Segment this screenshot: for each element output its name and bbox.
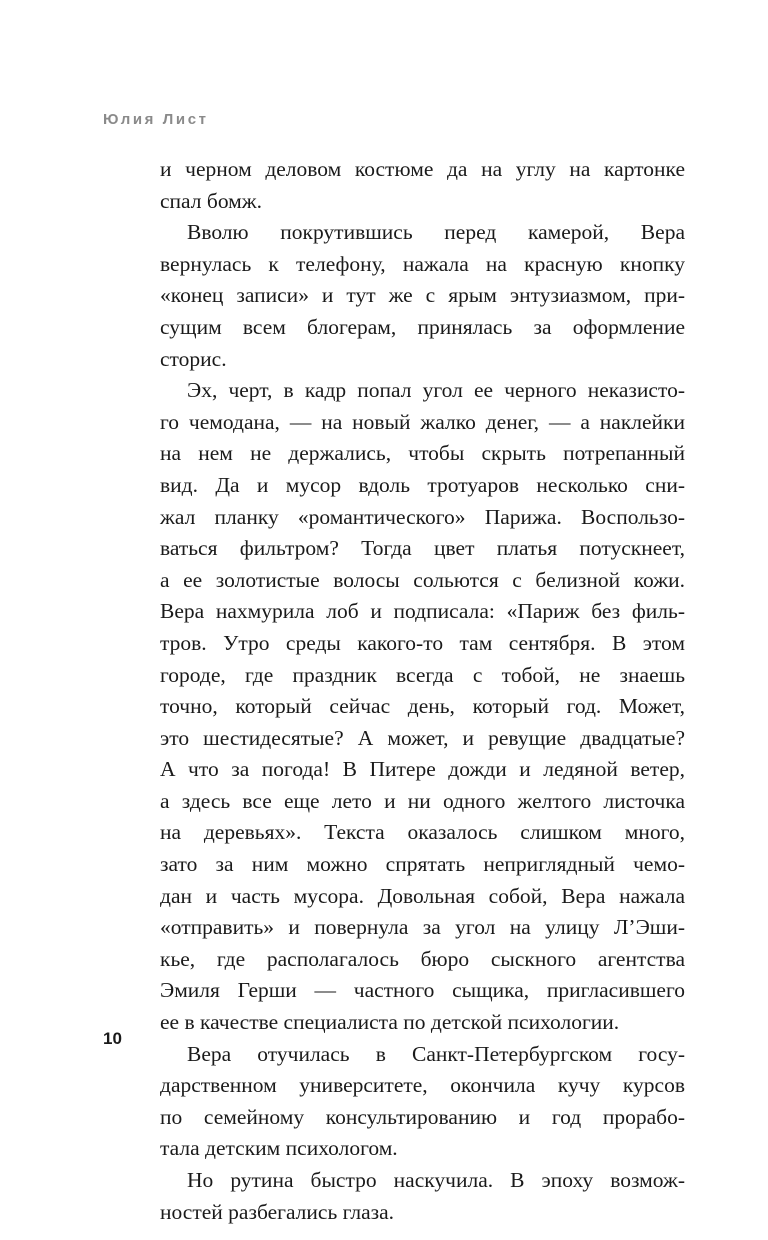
text-line: Эх, черт, в кадр попал угол ее черного неказисто- — [187, 378, 685, 403]
text-line: спал бомж. — [160, 188, 262, 213]
running-head: Юлия Лист — [103, 111, 209, 128]
text-line: вид. Да и мусор вдоль тротуаров несколько сни- — [160, 472, 685, 497]
text-line: го чемодана, — на новый жалко денег, — а наклейки — [160, 409, 685, 434]
page-number: 10 — [103, 1029, 122, 1048]
text-line: тров. Утро среды какого-то там сентября. В этом — [160, 630, 685, 655]
text-line: тала детским психологом. — [160, 1136, 398, 1161]
text-line: жал планку «романтического» Парижа. Воспользо- — [160, 504, 685, 529]
text-line: а ее золотистые волосы сольются с белизной кожи. — [160, 567, 685, 592]
text-line: дарственном университете, окончила кучу курсов — [160, 1073, 685, 1098]
text-line: вернулась к телефону, нажала на красную кнопку — [160, 251, 685, 276]
text-line: «конец записи» и тут же с ярым энтузиазмом, при- — [160, 283, 685, 308]
text-line: ее в качестве специалиста по детской психологии. — [160, 1010, 620, 1035]
text-line: на деревьях». Текста оказалось слишком много, — [160, 820, 685, 845]
text-line: сторис. — [160, 346, 227, 371]
text-line: Эмиля Герши — частного сыщика, пригласившего — [160, 978, 685, 1003]
text-line: Но рутина быстро наскучила. В эпоху возмож- — [187, 1168, 685, 1192]
body-text — [160, 154, 685, 1228]
text-line: и черном деловом костюме да на углу на картонке — [160, 157, 685, 181]
text-line: А что за погода! В Питере дожди и ледяной ветер, — [160, 757, 685, 782]
text-line: Вера нахмурила лоб и подписала: «Париж без филь- — [160, 599, 685, 624]
text-line: сущим всем блогерам, принялась за оформление — [160, 314, 685, 339]
text-line: Вера отучилась в Санкт-Петербургском госу- — [187, 1041, 685, 1066]
text-line: а здесь все еще лето и ни одного желтого листочка — [160, 788, 685, 813]
text-line: городе, где праздник всегда с тобой, не знаешь — [160, 662, 685, 687]
text-line: кье, где располагалось бюро сыскного агентства — [160, 946, 685, 971]
text-line: ваться фильтром? Тогда цвет платья потускнеет, — [160, 536, 685, 561]
text-line: «отправить» и повернула за угол на улицу Л’Эши- — [160, 915, 685, 940]
text-line: это шестидесятые? А может, и ревущие двадцатые? — [160, 725, 685, 750]
text-line: зато за ним можно спрятать неприглядный чемо- — [160, 852, 685, 877]
text-line: ностей разбегались глаза. — [160, 1199, 395, 1224]
text-line: точно, который сейчас день, который год. Может, — [160, 694, 685, 719]
text-line: Вволю покрутившись перед камерой, Вера — [187, 220, 685, 245]
text-line: по семейному консультированию и год прорабо- — [160, 1104, 685, 1129]
text-line: дан и часть мусора. Довольная собой, Вера нажала — [160, 883, 685, 908]
text-line: на нем не держались, чтобы скрыть потрепанный — [160, 441, 685, 466]
